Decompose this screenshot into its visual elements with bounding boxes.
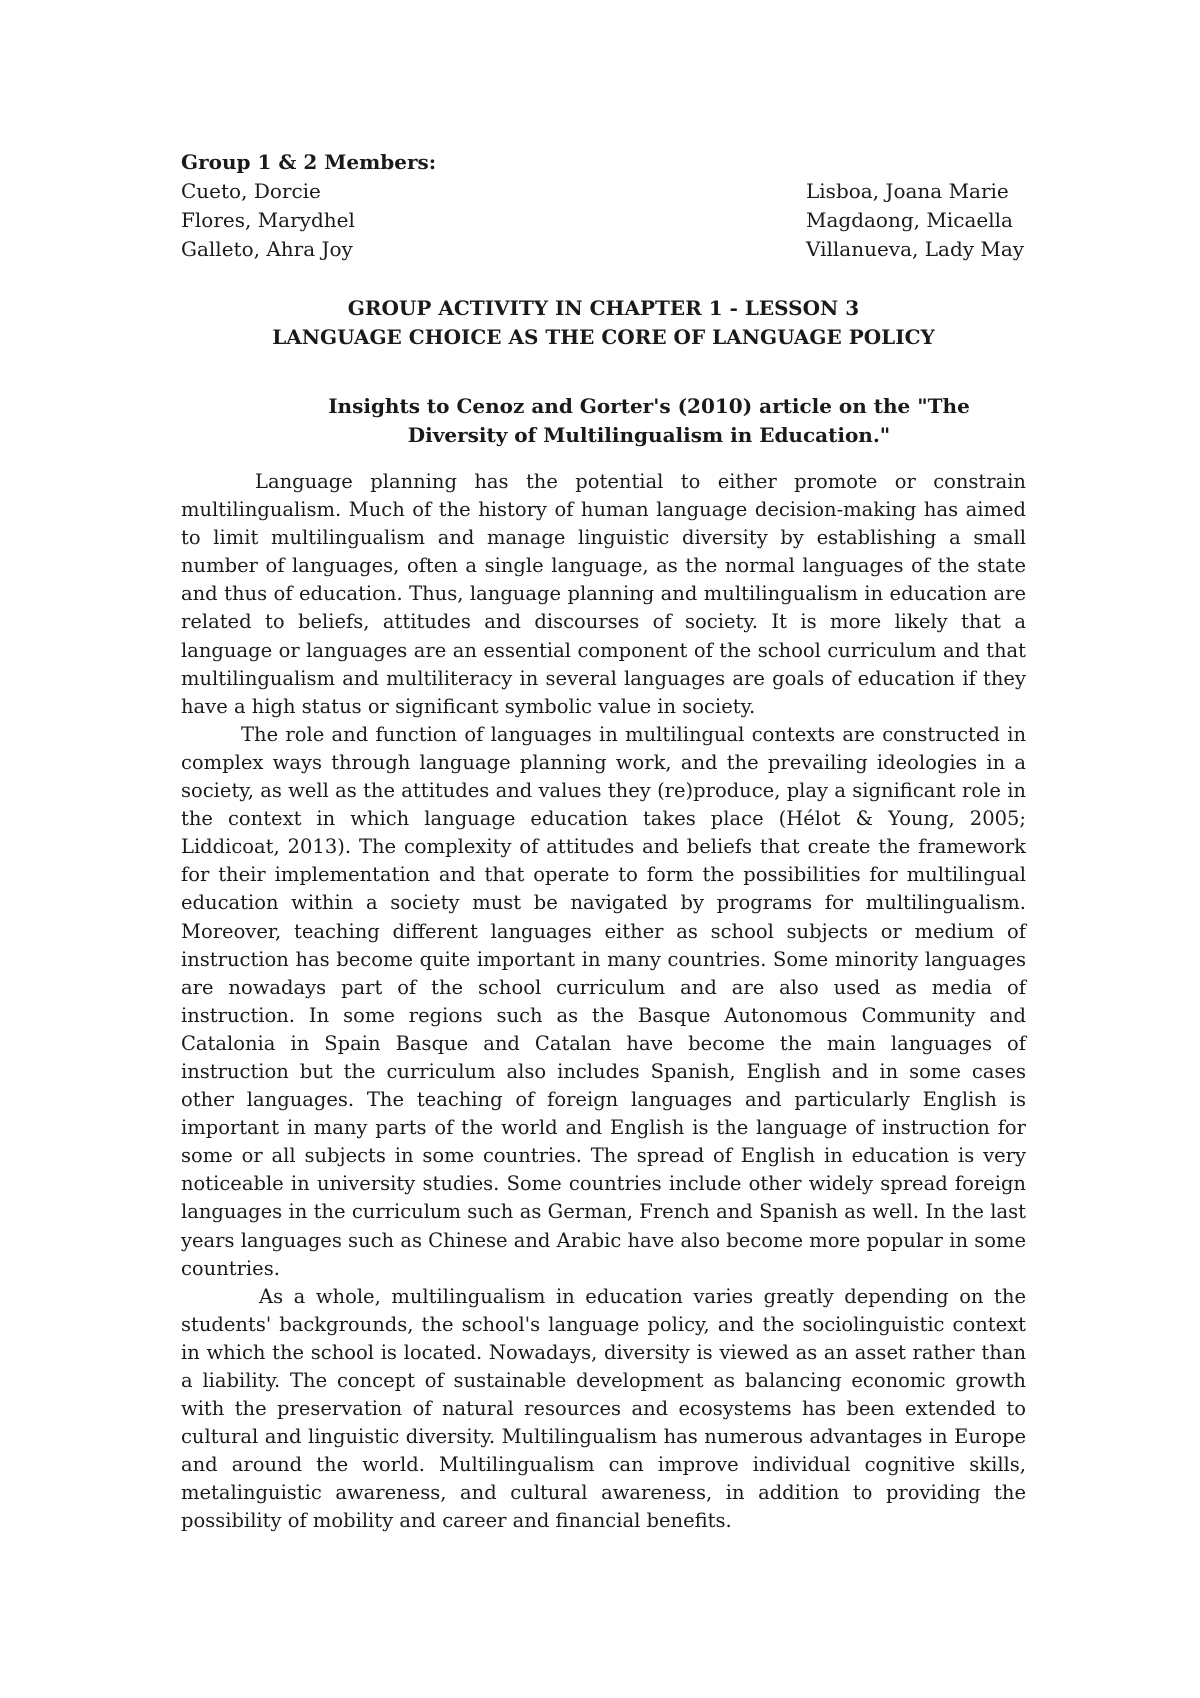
member-name: Lisboa, Joana Marie bbox=[806, 179, 1009, 203]
members-list bbox=[181, 177, 1026, 264]
title-line-2: LANGUAGE CHOICE AS THE CORE OF LANGUAGE POLICY bbox=[272, 325, 935, 349]
members-left-column bbox=[181, 177, 355, 264]
document-title bbox=[181, 294, 1026, 352]
members-heading: Group 1 & 2 Members: bbox=[181, 150, 437, 174]
member-name: Villanueva, Lady May bbox=[806, 237, 1025, 261]
body-paragraph-2: The role and function of languages in multilingual contexts are constructed in complex ways through language planning work, and the prevailing ideologies in a society, as well as the attitudes and values they (re)produce, play a significant role in the context in which language education takes place (Hélot & Young, 2005; Liddicoat, 2013). The complexity of attitudes and beliefs that create the framework for their implementation and that operate to form the possibilities for multilingual education within a society must be navigated by programs for multilingualism. Moreover, teaching different languages either as school subjects or medium of instruction has become quite important in many countries. Some minority languages are nowadays part of the school curriculum and are also used as media of instruction. In some regions such as the Basque Autonomous Community and Catalonia in Spain Basque and Catalan have become the main languages of instruction but the curriculum also includes Spanish, English and in some cases other languages. The teaching of foreign languages and particularly English is important in many parts of the world and English is the language of instruction for some or all subjects in some countries. The spread of English in education is very noticeable in university studies. Some countries include other widely spread foreign languages in the curriculum such as German, French and Spanish as well. In the last years languages such as Chinese and Arabic have also become more popular in some countries. bbox=[181, 722, 1026, 1280]
member-name: Cueto, Dorcie bbox=[181, 179, 321, 203]
document-body bbox=[181, 468, 1026, 1536]
member-name: Galleto, Ahra Joy bbox=[181, 237, 353, 261]
members-right-column bbox=[806, 177, 1026, 264]
member-name: Flores, Marydhel bbox=[181, 208, 355, 232]
body-paragraph-3: As a whole, multilingualism in education varies greatly depending on the students' backgrounds, the school's language policy, and the sociolinguistic context in which the school is located. Nowadays, diversity is viewed as an asset rather than a liability. The concept of sustainable development as balancing economic growth with the preservation of natural resources and ecosystems has been extended to cultural and linguistic diversity. Multilingualism has numerous advantages in Europe and around the world. Multilingualism can improve individual cognitive skills, metalinguistic awareness, and cultural awareness, in addition to providing the possibility of mobility and career and financial benefits. bbox=[181, 1284, 1026, 1533]
document-subtitle: Insights to Cenoz and Gorter's (2010) article on the "The Diversity of Multilingualism in Education." bbox=[328, 394, 970, 447]
member-name: Magdaong, Micaella bbox=[806, 208, 1013, 232]
document-page bbox=[181, 148, 1026, 1536]
title-line-1: GROUP ACTIVITY IN CHAPTER 1 - LESSON 3 bbox=[347, 296, 860, 320]
body-paragraph-1: Language planning has the potential to either promote or constrain multilingualism. Much of the history of human language decision-making has aimed to limit multilingualism and manage linguistic diversity by establishing a small number of languages, often a single language, as the normal languages of the state and thus of education. Thus, language planning and multilingualism in education are related to beliefs, attitudes and discourses of society. It is more likely that a language or languages are an essential component of the school curriculum and that multilingualism and multiliteracy in several languages are goals of education if they have a high status or significant symbolic value in society. bbox=[181, 470, 1026, 718]
